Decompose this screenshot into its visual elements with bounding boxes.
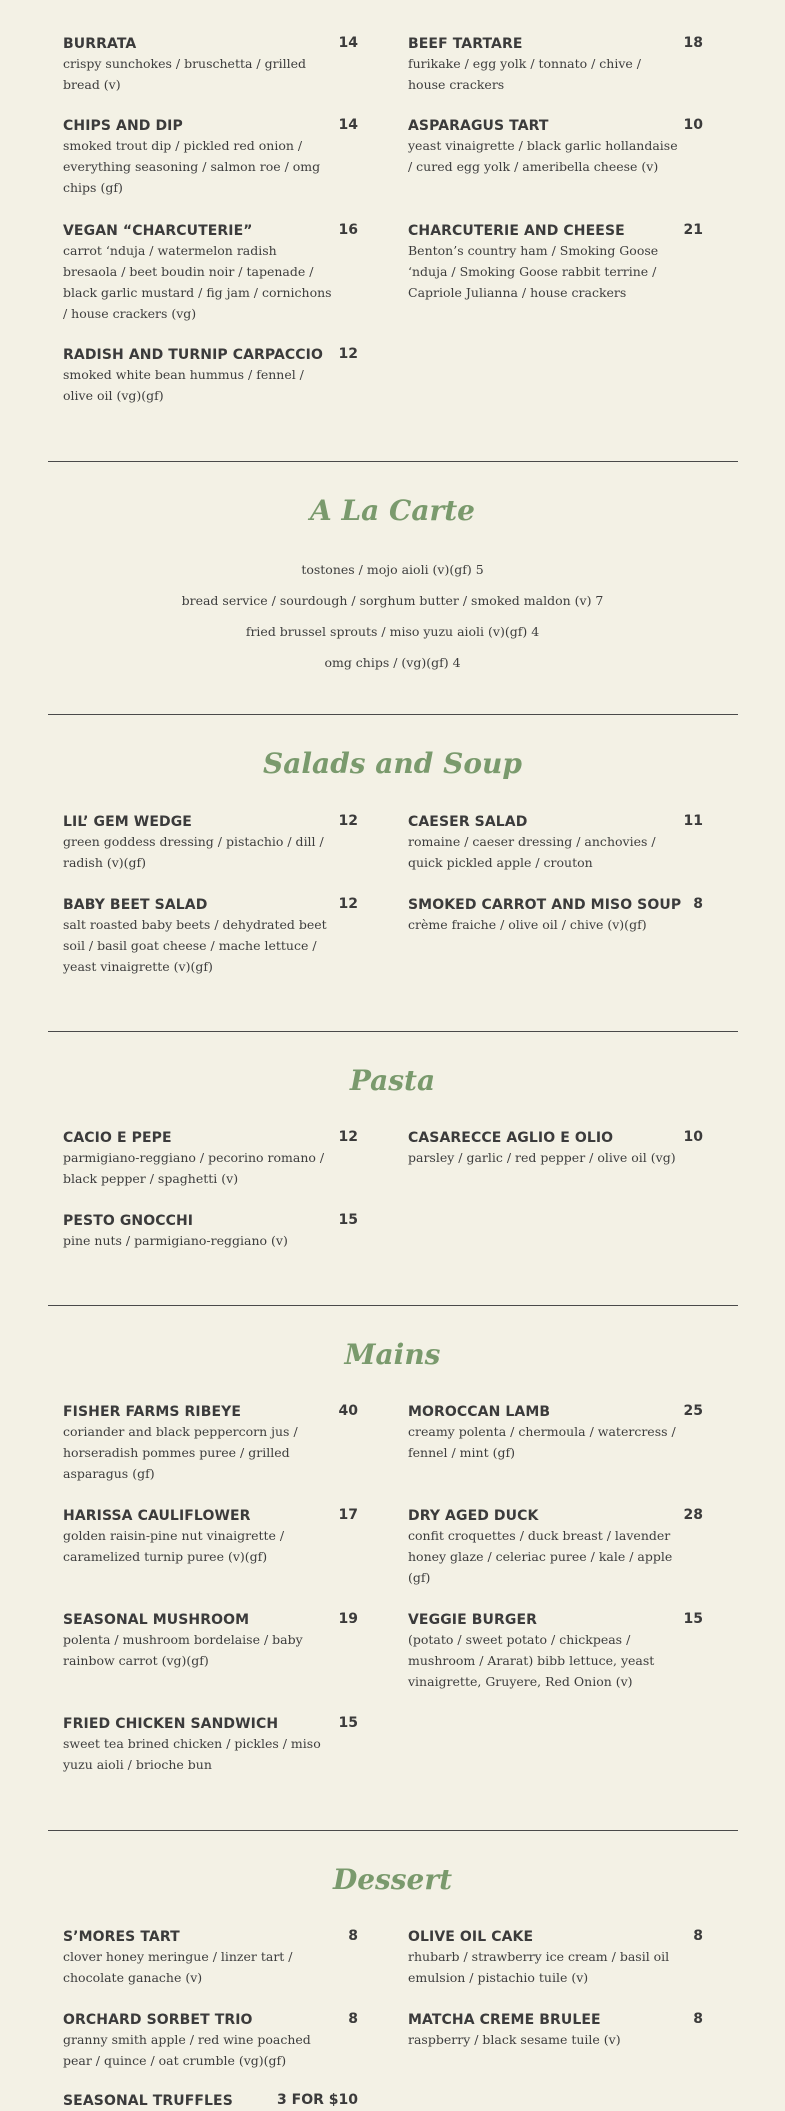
- menu-item: [63, 1127, 358, 1189]
- section-title-pasta: Pasta: [349, 1064, 436, 1097]
- item-price: 11: [683, 813, 703, 829]
- menu-item: [408, 220, 703, 303]
- item-name: SMOKED CARROT AND MISO SOUP: [408, 897, 682, 913]
- menu-item: [63, 33, 358, 95]
- menu-item: [63, 1210, 358, 1251]
- item-description: green goddess dressing / pistachio / dill / radish (v)(gf): [63, 834, 324, 870]
- item-description: (potato / sweet potato / chickpeas / mushroom / Ararat) bibb lettuce, yeast vinaigrette, Gruyere, Red Onion (v): [408, 1632, 655, 1689]
- item-price: 3 FOR $10: [277, 2092, 358, 2108]
- item-description: granny smith apple / red wine poached pear / quince / oat crumble (vg)(gf): [63, 2032, 311, 2068]
- menu-item: [63, 1401, 358, 1484]
- item-name: CHIPS AND DIP: [63, 118, 183, 134]
- item-name: LIL’ GEM WEDGE: [63, 814, 192, 830]
- item-description: crispy sunchokes / bruschetta / grilled bread (v): [63, 56, 306, 92]
- a-la-carte-item: tostones / mojo aioli (v)(gf) 5: [301, 562, 484, 577]
- item-description: creamy polenta / chermoula / watercress / fennel / mint (gf): [408, 1424, 676, 1460]
- item-description: salt roasted baby beets / dehydrated beet soil / basil goat cheese / mache lettuce / yeast vinaigrette (v)(gf): [63, 917, 327, 974]
- a-la-carte-item: bread service / sourdough / sorghum butter / smoked maldon (v) 7: [181, 593, 604, 608]
- item-name: BURRATA: [63, 36, 137, 52]
- item-name: ORCHARD SORBET TRIO: [63, 2012, 253, 2028]
- section-divider: [48, 461, 738, 462]
- menu-item: [63, 811, 358, 873]
- menu-item: [63, 344, 358, 406]
- item-price: 15: [338, 1212, 358, 1228]
- menu-item: [63, 115, 358, 198]
- item-description: Benton’s country ham / Smoking Goose ‘nduja / Smoking Goose rabbit terrine / Capriole Julianna / house crackers: [408, 243, 659, 300]
- item-price: 8: [348, 2011, 358, 2027]
- section-title-dessert: Dessert: [332, 1863, 453, 1896]
- section-divider: [48, 714, 738, 715]
- menu-item: [408, 1505, 703, 1588]
- item-description: clover honey meringue / linzer tart / chocolate ganache (v): [63, 1949, 293, 1985]
- menu-item: [63, 1609, 358, 1671]
- item-description: smoked trout dip / pickled red onion / everything seasoning / salmon roe / omg chips (gf): [63, 138, 321, 195]
- item-name: HARISSA CAULIFLOWER: [63, 1508, 251, 1524]
- item-description: golden raisin-pine nut vinaigrette / caramelized turnip puree (v)(gf): [63, 1528, 285, 1564]
- item-price: 21: [683, 222, 703, 238]
- item-name: SEASONAL TRUFFLES: [63, 2093, 233, 2109]
- item-price: 8: [693, 1928, 703, 1944]
- item-description: coriander and black peppercorn jus / horseradish pommes puree / grilled asparagus (gf): [63, 1424, 298, 1481]
- section-divider: [48, 1031, 738, 1032]
- item-price: 12: [338, 813, 358, 829]
- item-name: MATCHA CREME BRULEE: [408, 2012, 601, 2028]
- item-price: 12: [338, 1129, 358, 1145]
- item-name: BABY BEET SALAD: [63, 897, 208, 913]
- item-name: FRIED CHICKEN SANDWICH: [63, 1716, 279, 1732]
- item-description: rhubarb / strawberry ice cream / basil oil emulsion / pistachio tuile (v): [408, 1949, 670, 1985]
- item-name: CASARECCE AGLIO E OLIO: [408, 1130, 614, 1146]
- menu-item: [408, 1127, 703, 1168]
- item-price: 40: [338, 1403, 358, 1419]
- item-description: sweet tea brined chicken / pickles / miso yuzu aioli / brioche bun: [63, 1736, 321, 1772]
- menu-item: [408, 1401, 703, 1463]
- item-price: 28: [683, 1507, 703, 1523]
- item-name: VEGGIE BURGER: [408, 1612, 537, 1628]
- section-title-mains: Mains: [344, 1338, 441, 1371]
- item-description: yeast vinaigrette / black garlic hollandaise / cured egg yolk / ameribella cheese (v): [408, 138, 678, 174]
- item-price: 8: [693, 2011, 703, 2027]
- section-title-a-la-carte: A La Carte: [310, 494, 475, 527]
- item-description: parsley / garlic / red pepper / olive oil (vg): [408, 1150, 676, 1165]
- item-price: 8: [348, 1928, 358, 1944]
- item-name: S’MORES TART: [63, 1929, 180, 1945]
- item-description: furikake / egg yolk / tonnato / chive / house crackers: [408, 56, 642, 92]
- item-name: RADISH AND TURNIP CARPACCIO: [63, 347, 323, 363]
- a-la-carte-item: fried brussel sprouts / miso yuzu aioli (v)(gf) 4: [245, 624, 540, 639]
- item-name: ASPARAGUS TART: [408, 118, 549, 134]
- menu-item: [408, 115, 703, 177]
- a-la-carte-item: omg chips / (vg)(gf) 4: [324, 655, 461, 670]
- menu-item: [63, 220, 358, 324]
- item-price: 10: [683, 1129, 703, 1145]
- item-description: confit croquettes / duck breast / lavender honey glaze / celeriac puree / kale / apple (gf): [408, 1528, 673, 1585]
- section-divider: [48, 1830, 738, 1831]
- item-price: 16: [338, 222, 358, 238]
- menu-item: [63, 894, 358, 977]
- menu-item: [408, 811, 703, 873]
- item-name: CAESER SALAD: [408, 814, 528, 830]
- item-description: romaine / caeser dressing / anchovies / quick pickled apple / crouton: [408, 834, 656, 870]
- item-price: 17: [338, 1507, 358, 1523]
- item-description: carrot ‘nduja / watermelon radish bresaola / beet boudin noir / tapenade / black garlic mustard / fig jam / cornichons / house crackers (vg): [63, 243, 332, 321]
- item-description: smoked white bean hummus / fennel / olive oil (vg)(gf): [63, 367, 304, 403]
- item-description: parmigiano-reggiano / pecorino romano / black pepper / spaghetti (v): [63, 1150, 325, 1186]
- item-name: CHARCUTERIE AND CHEESE: [408, 223, 625, 239]
- item-name: MOROCCAN LAMB: [408, 1404, 551, 1420]
- item-name: SEASONAL MUSHROOM: [63, 1612, 250, 1628]
- menu-item: [63, 1926, 358, 1988]
- item-price: 19: [338, 1611, 358, 1627]
- menu-item: [408, 1609, 703, 1692]
- item-name: VEGAN “CHARCUTERIE”: [63, 223, 253, 239]
- item-name: PESTO GNOCCHI: [63, 1213, 194, 1229]
- menu-item: [63, 1505, 358, 1567]
- item-description: crème fraiche / olive oil / chive (v)(gf): [408, 917, 647, 932]
- menu-item: [408, 33, 703, 95]
- item-price: 12: [338, 896, 358, 912]
- item-name: CACIO E PEPE: [63, 1130, 172, 1146]
- item-description: pine nuts / parmigiano-reggiano (v): [63, 1233, 288, 1248]
- item-name: OLIVE OIL CAKE: [408, 1929, 534, 1945]
- menu-item: [408, 894, 703, 935]
- menu-item: [63, 2009, 358, 2071]
- item-price: 15: [683, 1611, 703, 1627]
- item-price: 25: [683, 1403, 703, 1419]
- item-name: FISHER FARMS RIBEYE: [63, 1404, 242, 1420]
- item-name: BEEF TARTARE: [408, 36, 523, 52]
- item-price: 10: [683, 117, 703, 133]
- item-price: 12: [338, 346, 358, 362]
- menu-item: [63, 1713, 358, 1775]
- item-price: 15: [338, 1715, 358, 1731]
- section-title-salads-and-soup: Salads and Soup: [263, 747, 522, 780]
- item-price: 14: [338, 117, 358, 133]
- menu-item: [408, 2009, 703, 2050]
- item-description: polenta / mushroom bordelaise / baby rainbow carrot (vg)(gf): [63, 1632, 303, 1668]
- item-price: 8: [693, 896, 703, 912]
- item-name: DRY AGED DUCK: [408, 1508, 539, 1524]
- menu-item: [63, 2090, 358, 2110]
- item-price: 14: [338, 35, 358, 51]
- item-price: 18: [683, 35, 703, 51]
- section-divider: [48, 1305, 738, 1306]
- item-description: raspberry / black sesame tuile (v): [408, 2032, 621, 2047]
- menu-item: [408, 1926, 703, 1988]
